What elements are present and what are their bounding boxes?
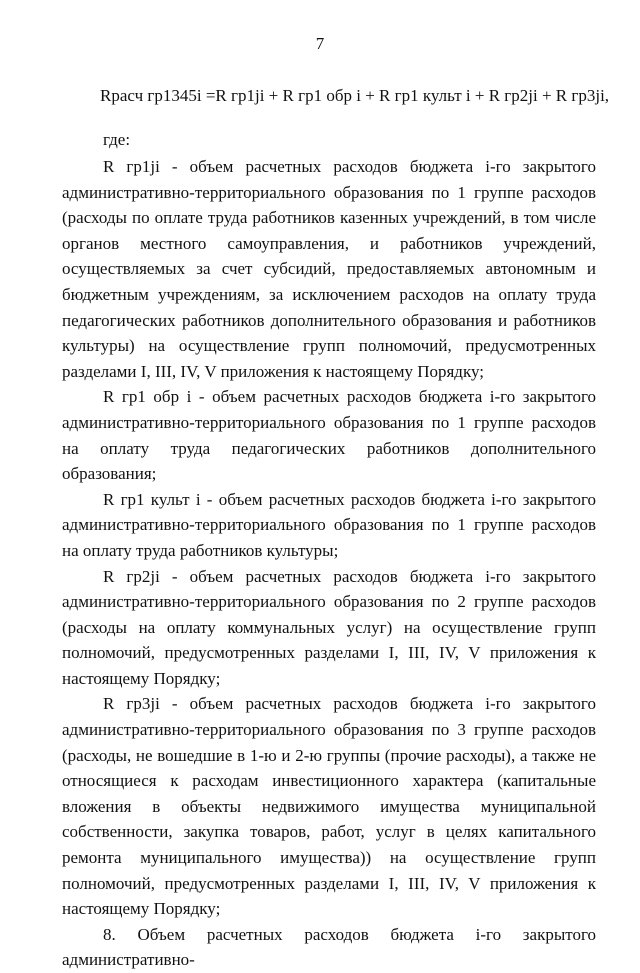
- document-body: [62, 154, 596, 973]
- definition-r-gr3ji: R гр3ji - объем расчетных расходов бюджета i-го закрытого административно-территориального образования по 3 группе расходов (расходы, не вошедшие в 1-ю и 2-ю группы (прочие расходы), а также не относящиеся к расходам инвестиционного характера (капитальные вложения в объекты недвижимого имущества муниципальной собственности, закупка товаров, работ, услуг в целях капитального ремонта муниципального имущества)) на осуществление групп полномочий, предусмотренных разделами I, III, IV, V приложения к настоящему Порядку;: [62, 694, 596, 919]
- definition-r-gr1-kult: R гр1 культ i - объем расчетных расходов бюджета i-го закрытого административно-территориального образования по 1 группе расходов на оплату труда работников культуры;: [62, 489, 596, 560]
- formula: Rрасч гр1345i =R гр1ji + R гр1 обр i + R гр1 культ i + R гр2ji + R гр3ji,: [100, 86, 610, 105]
- section-8-start: 8. Объем расчетных расходов бюджета i-го закрытого административно-: [62, 924, 596, 970]
- definition-r-gr1-obr: R гр1 обр i - объем расчетных расходов бюджета i-го закрытого административно-территориального образования по 1 группе расходов на оплату труда педагогических работников дополнительного образования;: [62, 387, 596, 484]
- page-number: 7: [315, 34, 325, 53]
- definition-r-gr1ji: R гр1ji - объем расчетных расходов бюджета i-го закрытого административно-территориального образования по 1 группе расходов (расходы по оплате труда работников казенных учреждений, в том числе органов местного самоуправления, и работников учреждений, осуществляемых за счет субсидий, предоставляемых автономным и бюджетным учреждениям, за исключением расходов на оплату труда педагогических работников дополнительного образования и работников культуры) на осуществление групп полномочий, предусмотренных разделами I, III, IV, V приложения к настоящему Порядку;: [62, 157, 596, 381]
- where-label: где:: [103, 130, 131, 149]
- definition-r-gr2ji: R гр2ji - объем расчетных расходов бюджета i-го закрытого административно-территориального образования по 2 группе расходов (расходы на оплату коммунальных услуг) на осуществление групп полномочий, предусмотренных разделами I, III, IV, V приложения к настоящему Порядку;: [62, 566, 596, 688]
